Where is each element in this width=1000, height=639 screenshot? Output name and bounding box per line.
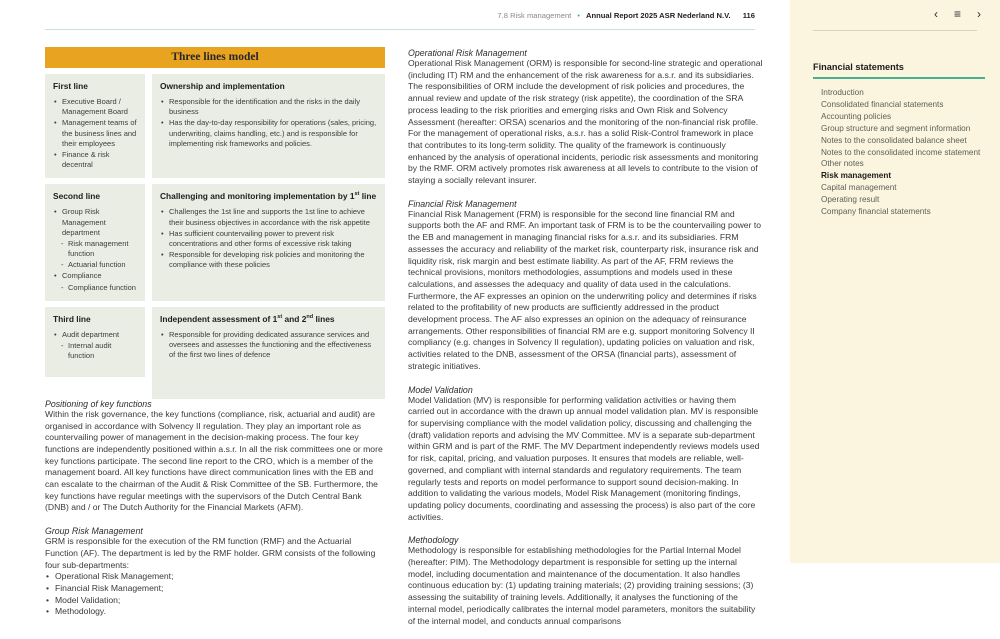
sidebar-item-notes-consolidated-balance-sheet[interactable]: Notes to the consolidated balance sheet: [821, 135, 967, 145]
section-model-validation: [408, 385, 764, 524]
sidebar-item-consolidated-financial-statements[interactable]: Consolidated financial statements: [821, 99, 944, 109]
list-subitem: - Internal audit function: [53, 341, 137, 361]
list-item: • Finance & risk decentral: [53, 150, 137, 170]
list-subitem: - Actuarial function: [53, 260, 137, 270]
table-row-second-line: [45, 184, 385, 301]
sidebar: [790, 0, 1000, 563]
list-item: • Has sufficient countervailing power to prevent risk concentrations and other forms of excessive risk taking: [160, 229, 377, 249]
list-subitem: - Compliance function: [53, 283, 137, 293]
sidebar-item-notes-consolidated-income-statement[interactable]: Notes to the consolidated income statement: [821, 147, 981, 157]
sidebar-item-capital-management[interactable]: Capital management: [821, 183, 897, 193]
list-item: • Management teams of the business lines and their employees: [53, 118, 137, 149]
section-body: Financial Risk Management (FRM) is responsible for the second line financial RM and supports both the AF and RMF. An important task of FRM is to be the countervailing power to the EB and management in managing financial risks for a.s.r. and its subsidiaries. FRM assesses the accuracy and reliability of the market risk, counterparty risk, insurance risk and liquidity risk, risk margin and best estimate liability. As part of the AF, FRM reviews the technical provisions, monitors methodologies, assumptions and models used in these calculations, and assesses the adequacy and quality of data used in the calculations. Furthermore, the AF expresses an opinion on the underwriting policy and determines if risks related to the profitability of new products are sufficiently addressed in the product development process. The AF also expresses an opinion on the adequacy of reinsurance arrangements. Other responsibilities of financial RM are e.g. support monitoring Solvency II compliancy (e.g. changes in Solvency II regulation), updating policies on valuation and risk, activities related to the DNB, assessment of the ORSA (financial parts), assessment of strategic initiatives.: [408, 208, 761, 371]
list-item: • Responsible for providing dedicated assurance services and oversees and assesses the functioning and the effectiveness of the first two lines of defence: [160, 330, 377, 361]
list-item: • Responsible for developing risk policies and monitoring the compliance with these policies: [160, 250, 377, 270]
list-item: • Compliance: [53, 271, 137, 281]
sidebar-item-introduction[interactable]: Introduction: [821, 88, 864, 97]
section-positioning-of-key-functions: [45, 399, 385, 514]
second-line-box: [45, 184, 145, 301]
list-item: • Audit department: [53, 330, 137, 340]
page-header: [45, 11, 755, 20]
section-methodology: [408, 535, 764, 627]
section-heading: Operational Risk Management: [408, 48, 527, 58]
section-financial-risk-management: [408, 199, 764, 373]
section-group-risk-management: [45, 526, 385, 618]
section-body: Within the risk governance, the key functions (compliance, risk, actuarial and audit) are organised in accordance with Solvency II regulation. They play an important role as countervailing power of management in the decision-making process. The four key functions are independently positioned within a.s.r. In all the risk committees one or more key functions participate. The second line report to the CRO, which is a member of the management board. All key functions have direct communication lines with the EB and can escalate to the chairman of the Audit & Risk Committee of the SB. Furthermore, the key functions have regular meetings with the supervisors of the Dutch Central Bank (DNB) and / or The Dutch Authority for the Financial Markets (AFM).: [45, 408, 383, 513]
box-title: First line: [53, 81, 88, 91]
right-column: [408, 48, 764, 639]
box-title: Second line: [53, 191, 101, 202]
section-heading: Group Risk Management: [45, 526, 143, 537]
grm-subdepartments-list: [45, 571, 385, 618]
section-body: Methodology is responsible for establishing methodologies for the Partial Internal Model (hereafter: PIM). The Methodology department is responsible for setting up the internal model, including documentation and maintenance of the documentation. It also handles continuous education by: (1) updating training materials; (2) providing training sessions; (3) assessing the suitability of training levels. Additionally, it analyses the functioning of the internal model, periodically calibrates the internal model parameters, monitors the suitability of the internal model, and conducts annual comparisons: [408, 545, 756, 626]
list-item: • Model Validation;: [45, 595, 385, 607]
box-title: Ownership and implementation: [160, 81, 285, 91]
left-column: [45, 47, 385, 630]
list-item: • Challenges the 1st line and supports the 1st line to achieve their business objectives in accordance with the risk appetite: [160, 207, 377, 227]
sidebar-title: Financial statements: [813, 62, 985, 79]
box-title: Independent assessment of 1st and 2nd lines: [160, 313, 335, 324]
list-item: • Financial Risk Management;: [45, 583, 385, 595]
section-heading: Methodology: [408, 535, 459, 546]
third-line-box: [45, 307, 145, 377]
independent-assessment-box: [152, 307, 385, 399]
section-heading: Financial Risk Management: [408, 198, 517, 209]
header-rule: [45, 29, 755, 30]
table-title: Three lines model: [45, 47, 385, 68]
sidebar-item-other-notes[interactable]: Other notes: [821, 159, 864, 169]
box-title: Third line: [53, 313, 91, 324]
list-item: • Operational Risk Management;: [45, 571, 385, 583]
menu-icon[interactable]: ≡: [953, 7, 961, 21]
section-heading: Positioning of key functions: [45, 398, 152, 409]
list-item: • Responsible for the identification and the risks in the daily business: [160, 97, 377, 117]
sidebar-item-accounting-policies[interactable]: Accounting policies: [821, 111, 892, 121]
next-page-icon[interactable]: ›: [977, 7, 981, 21]
list-item: • Executive Board / Management Board: [53, 97, 137, 117]
header-section-label: 7.8 Risk management: [497, 11, 572, 20]
list-subitem: - Risk management function: [53, 239, 137, 259]
previous-page-icon[interactable]: ‹: [933, 7, 938, 21]
table-row-first-line: [45, 74, 385, 178]
box-title: Challenging and monitoring implementation by 1st line: [160, 191, 377, 202]
sidebar-divider: [813, 30, 977, 31]
section-operational-risk-management: [408, 48, 764, 187]
first-line-box: [45, 74, 145, 178]
challenging-monitoring-box: [152, 184, 385, 301]
sidebar-toolbar: [932, 6, 983, 22]
list-item: • Group Risk Management department: [53, 207, 137, 238]
header-separator-icon: •: [577, 13, 580, 20]
three-lines-model-table: [45, 47, 385, 399]
sidebar-item-group-structure-and-segment-information[interactable]: Group structure and segment information: [821, 123, 971, 133]
section-body: Model Validation (MV) is responsible for performing validation activities or having them carried out in accordance with the drawn up annual model validation plan. MV is responsible for supervising compliance with the model validation policy, discussing and challenging the (draft) validation reports and advising the MV Committee. MV is a separate sub-department within GRM and is part of the RMF. The MV Department independently reviews models used for risk, capital, pricing, and valuation purposes. It ensures that models are reliable, well-governed, and compliant with internal standards and regulatory requirements. The team regularly tests and reports on model performance to support sound decision-making. In addition to validating the various models, Model Risk Management (monitoring findings, updating policy documents, coordinating and assessing the process) is also part of the core activities.: [408, 394, 760, 522]
sidebar-item-risk-management[interactable]: Risk management: [821, 171, 892, 181]
sidebar-nav: [821, 87, 991, 218]
header-page-number: 116: [742, 11, 755, 20]
sidebar-item-operating-result[interactable]: Operating result: [821, 195, 880, 205]
table-row-third-line: [45, 307, 385, 399]
sidebar-item-company-financial-statements[interactable]: Company financial statements: [821, 207, 931, 217]
list-item: • Methodology.: [45, 606, 385, 618]
section-heading: Model Validation: [408, 384, 473, 395]
section-body: GRM is responsible for the execution of the RM function (RMF) and the Actuarial Function (AF). The department is led by the RMF holder. GRM consists of the following four sub-departments:: [45, 536, 376, 570]
ownership-implementation-box: [152, 74, 385, 178]
section-body: Operational Risk Management (ORM) is responsible for second-line strategic and operational (including IT) RM and the enhancement of the risk awareness for a.s.r. and its subsidiaries. The responsibilities of ORM include the development of risk policies and procedures, the annual review and update of the risk strategy (risk appetite), the coordination of the SRA process leading to the risk priorities and emerging risks and Own Risk and Solvency Assessment (hereafter: ORSA) scenarios and the monitoring of the non-financial risk profile. For the management of operational risks, a.s.r. has a solid Risk-Control framework in place that contributes to its long-term solidity. The quality of the framework is continuously enhanced by the analysis of operational incidents, periodic risk assessments and monitoring by the RMF. ORM actively promotes risk awareness at all levels to contribute to the vision of staying a socially relevant insurer.: [408, 58, 763, 186]
list-item: • Has the day-to-day responsibility for operations (sales, pricing, underwriting, claims handling, etc.) and is responsible for implementing risk frameworks and policies.: [160, 118, 377, 149]
header-report-title: Annual Report 2025 ASR Nederland N.V.: [586, 11, 731, 20]
